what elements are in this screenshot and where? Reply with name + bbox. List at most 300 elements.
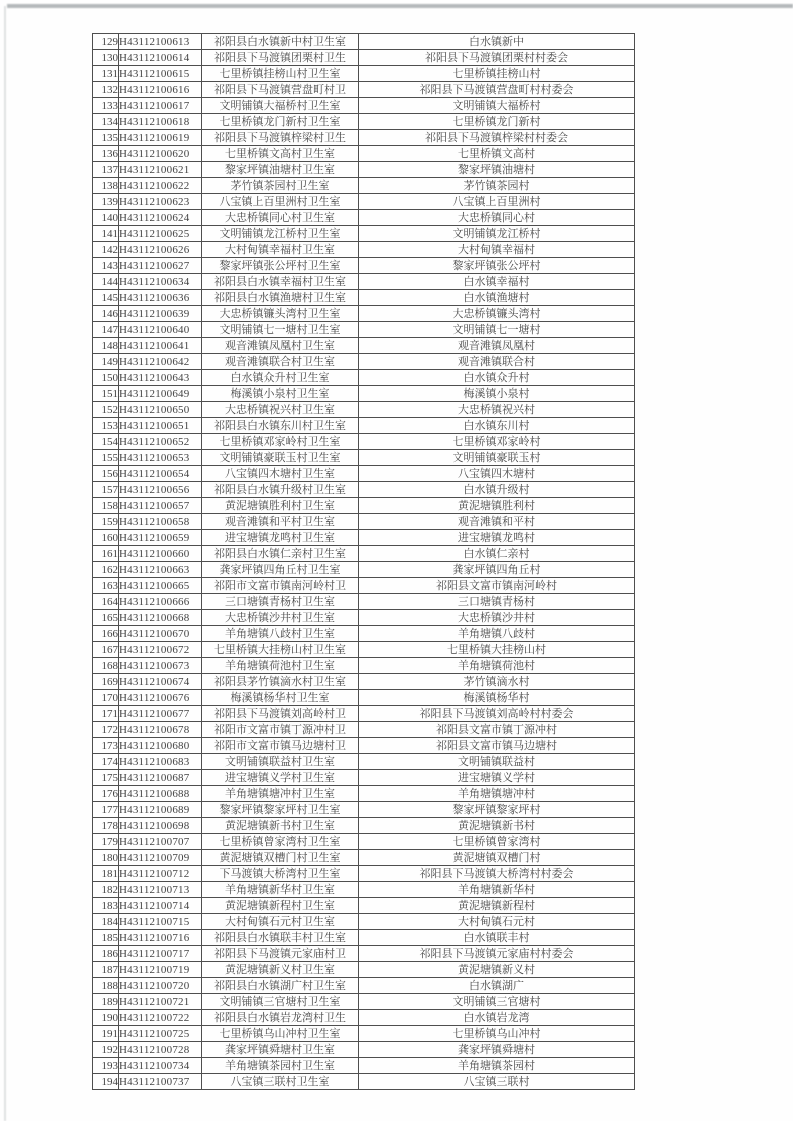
org-code-cell: H43112100641: [119, 338, 202, 354]
village-name-cell: 七里桥镇曾家湾村: [359, 834, 635, 850]
clinic-name-cell: 祁阳县白水镇仁亲村卫生室: [202, 546, 359, 562]
table-row: [93, 50, 635, 66]
row-number-cell: 133: [93, 98, 119, 114]
village-name-cell: 梅溪镇杨华村: [359, 690, 635, 706]
org-code-cell: H43112100676: [119, 690, 202, 706]
clinic-name-cell: 黄泥塘镇双槽门村卫生室: [202, 850, 359, 866]
village-name-cell: 白水镇联丰村: [359, 930, 635, 946]
clinic-name-cell: 七里桥镇挂榜山村卫生室: [202, 66, 359, 82]
org-code-cell: H43112100616: [119, 82, 202, 98]
org-code-cell: H43112100677: [119, 706, 202, 722]
org-code-cell: H43112100673: [119, 658, 202, 674]
clinic-name-cell: 祁阳县白水镇渔塘村卫生室: [202, 290, 359, 306]
org-code-cell: H43112100689: [119, 802, 202, 818]
table-row: [93, 1074, 635, 1090]
clinic-name-cell: 祁阳县白水镇新中村卫生室: [202, 34, 359, 50]
row-number-cell: 178: [93, 818, 119, 834]
village-name-cell: 羊角塘镇八歧村: [359, 626, 635, 642]
clinic-name-cell: 七里桥镇龙门新村卫生室: [202, 114, 359, 130]
clinic-name-cell: 八宝镇四木塘村卫生室: [202, 466, 359, 482]
clinic-name-cell: 祁阳县白水镇联丰村卫生室: [202, 930, 359, 946]
table-row: [93, 642, 635, 658]
table-row: [93, 850, 635, 866]
org-code-cell: H43112100666: [119, 594, 202, 610]
table-row: [93, 210, 635, 226]
row-number-cell: 168: [93, 658, 119, 674]
org-code-cell: H43112100626: [119, 242, 202, 258]
row-number-cell: 181: [93, 866, 119, 882]
org-code-cell: H43112100712: [119, 866, 202, 882]
row-number-cell: 129: [93, 34, 119, 50]
row-number-cell: 134: [93, 114, 119, 130]
row-number-cell: 147: [93, 322, 119, 338]
village-name-cell: 龚家坪镇舜塘村: [359, 1042, 635, 1058]
clinic-name-cell: 大忠桥镇镰头湾村卫生室: [202, 306, 359, 322]
row-number-cell: 156: [93, 466, 119, 482]
clinic-name-cell: 祁阳县茅竹镇滴水村卫生室: [202, 674, 359, 690]
row-number-cell: 162: [93, 562, 119, 578]
village-name-cell: 白水镇幸福村: [359, 274, 635, 290]
table-row: [93, 130, 635, 146]
table-row: [93, 242, 635, 258]
clinic-name-cell: 七里桥镇大挂榜山村卫生室: [202, 642, 359, 658]
village-name-cell: 黎家坪镇油塘村: [359, 162, 635, 178]
clinic-name-cell: 黎家坪镇黎家坪村卫生室: [202, 802, 359, 818]
clinic-name-cell: 文明铺镇三官塘村卫生室: [202, 994, 359, 1010]
table-row: [93, 178, 635, 194]
clinic-name-cell: 羊角塘镇新华村卫生室: [202, 882, 359, 898]
village-name-cell: 八宝镇四木塘村: [359, 466, 635, 482]
row-number-cell: 155: [93, 450, 119, 466]
table-row: [93, 418, 635, 434]
org-code-cell: H43112100618: [119, 114, 202, 130]
org-code-cell: H43112100653: [119, 450, 202, 466]
org-code-cell: H43112100656: [119, 482, 202, 498]
clinic-name-cell: 羊角塘镇塘冲村卫生室: [202, 786, 359, 802]
table-row: [93, 82, 635, 98]
village-name-cell: 进宝塘镇龙鸣村: [359, 530, 635, 546]
table-row: [93, 818, 635, 834]
table-row: [93, 1058, 635, 1074]
org-code-cell: H43112100649: [119, 386, 202, 402]
clinic-name-cell: 七里桥镇曾家湾村卫生室: [202, 834, 359, 850]
row-number-cell: 173: [93, 738, 119, 754]
village-name-cell: 白水镇仁亲村: [359, 546, 635, 562]
org-code-cell: H43112100707: [119, 834, 202, 850]
village-name-cell: 大忠桥镇同心村: [359, 210, 635, 226]
clinic-name-cell: 祁阳县白水镇岩龙湾村卫生: [202, 1010, 359, 1026]
clinic-name-cell: 观音滩镇凤凰村卫生室: [202, 338, 359, 354]
clinic-name-cell: 祁阳县下马渡镇元家庙村卫: [202, 946, 359, 962]
row-number-cell: 165: [93, 610, 119, 626]
table-row: [93, 386, 635, 402]
clinic-name-cell: 大忠桥镇沙井村卫生室: [202, 610, 359, 626]
table-row: [93, 434, 635, 450]
org-code-cell: H43112100617: [119, 98, 202, 114]
org-code-cell: H43112100636: [119, 290, 202, 306]
table-row: [93, 290, 635, 306]
clinic-name-cell: 祁阳县下马渡镇团栗村卫生: [202, 50, 359, 66]
table-row: [93, 370, 635, 386]
village-name-cell: 祁阳县下马渡镇元家庙村村委会: [359, 946, 635, 962]
table-row: [93, 690, 635, 706]
row-number-cell: 152: [93, 402, 119, 418]
village-name-cell: 祁阳县下马渡镇营盘町村村委会: [359, 82, 635, 98]
org-code-cell: H43112100728: [119, 1042, 202, 1058]
org-code-cell: H43112100621: [119, 162, 202, 178]
clinic-name-cell: 大忠桥镇祝兴村卫生室: [202, 402, 359, 418]
table-row: [93, 498, 635, 514]
org-code-cell: H43112100709: [119, 850, 202, 866]
org-code-cell: H43112100717: [119, 946, 202, 962]
village-name-cell: 祁阳县下马渡镇梓梁村村委会: [359, 130, 635, 146]
table-row: [93, 66, 635, 82]
village-name-cell: 黄泥塘镇新程村: [359, 898, 635, 914]
row-number-cell: 185: [93, 930, 119, 946]
org-code-cell: H43112100687: [119, 770, 202, 786]
clinic-name-cell: 祁阳县下马渡镇营盘町村卫: [202, 82, 359, 98]
village-name-cell: 羊角塘镇塘冲村: [359, 786, 635, 802]
org-code-cell: H43112100658: [119, 514, 202, 530]
org-code-cell: H43112100678: [119, 722, 202, 738]
row-number-cell: 166: [93, 626, 119, 642]
row-number-cell: 186: [93, 946, 119, 962]
table-row: [93, 466, 635, 482]
village-name-cell: 七里桥镇龙门新村: [359, 114, 635, 130]
clinic-name-cell: 七里桥镇邓家岭村卫生室: [202, 434, 359, 450]
org-code-cell: H43112100643: [119, 370, 202, 386]
village-name-cell: 七里桥镇乌山冲村: [359, 1026, 635, 1042]
village-name-cell: 大村甸镇幸福村: [359, 242, 635, 258]
health-clinic-table: [92, 33, 635, 1090]
table-row: [93, 562, 635, 578]
row-number-cell: 183: [93, 898, 119, 914]
village-name-cell: 黄泥塘镇新义村: [359, 962, 635, 978]
org-code-cell: H43112100613: [119, 34, 202, 50]
clinic-name-cell: 祁阳县下马渡镇刘高岭村卫: [202, 706, 359, 722]
village-name-cell: 文明铺镇三官塘村: [359, 994, 635, 1010]
table-row: [93, 546, 635, 562]
row-number-cell: 180: [93, 850, 119, 866]
village-name-cell: 祁阳县文富市镇马边塘村: [359, 738, 635, 754]
clinic-name-cell: 梅溪镇杨华村卫生室: [202, 690, 359, 706]
table-row: [93, 706, 635, 722]
village-name-cell: 三口塘镇青杨村: [359, 594, 635, 610]
clinic-name-cell: 三口塘镇青杨村卫生室: [202, 594, 359, 610]
table-row: [93, 914, 635, 930]
org-code-cell: H43112100650: [119, 402, 202, 418]
table-row: [93, 514, 635, 530]
village-name-cell: 观音滩镇和平村: [359, 514, 635, 530]
village-name-cell: 白水镇渔塘村: [359, 290, 635, 306]
row-number-cell: 194: [93, 1074, 119, 1090]
row-number-cell: 193: [93, 1058, 119, 1074]
village-name-cell: 祁阳县下马渡镇刘高岭村村委会: [359, 706, 635, 722]
org-code-cell: H43112100725: [119, 1026, 202, 1042]
table-row: [93, 738, 635, 754]
org-code-cell: H43112100660: [119, 546, 202, 562]
row-number-cell: 174: [93, 754, 119, 770]
clinic-name-cell: 黄泥塘镇新书村卫生室: [202, 818, 359, 834]
clinic-name-cell: 白水镇众升村卫生室: [202, 370, 359, 386]
table-row: [93, 1010, 635, 1026]
clinic-name-cell: 黄泥塘镇新义村卫生室: [202, 962, 359, 978]
village-name-cell: 八宝镇三联村: [359, 1074, 635, 1090]
scan-paper-edge-left: [4, 6, 6, 1121]
org-code-cell: H43112100651: [119, 418, 202, 434]
row-number-cell: 179: [93, 834, 119, 850]
village-name-cell: 大忠桥镇沙井村: [359, 610, 635, 626]
table-row: [93, 930, 635, 946]
village-name-cell: 观音滩镇凤凰村: [359, 338, 635, 354]
village-name-cell: 黄泥塘镇胜利村: [359, 498, 635, 514]
org-code-cell: H43112100721: [119, 994, 202, 1010]
clinic-name-cell: 羊角塘镇茶园村卫生室: [202, 1058, 359, 1074]
row-number-cell: 170: [93, 690, 119, 706]
table-row: [93, 306, 635, 322]
org-code-cell: H43112100625: [119, 226, 202, 242]
row-number-cell: 187: [93, 962, 119, 978]
clinic-name-cell: 大村甸镇石元村卫生室: [202, 914, 359, 930]
row-number-cell: 182: [93, 882, 119, 898]
clinic-name-cell: 祁阳县白水镇升级村卫生室: [202, 482, 359, 498]
clinic-name-cell: 龚家坪镇舜塘村卫生室: [202, 1042, 359, 1058]
clinic-name-cell: 黄泥塘镇新程村卫生室: [202, 898, 359, 914]
table-row: [93, 578, 635, 594]
village-name-cell: 七里桥镇挂榜山村: [359, 66, 635, 82]
org-code-cell: H43112100674: [119, 674, 202, 690]
table-row: [93, 162, 635, 178]
org-code-cell: H43112100698: [119, 818, 202, 834]
row-number-cell: 148: [93, 338, 119, 354]
clinic-name-cell: 文明铺镇七一塘村卫生室: [202, 322, 359, 338]
row-number-cell: 171: [93, 706, 119, 722]
row-number-cell: 146: [93, 306, 119, 322]
table-row: [93, 322, 635, 338]
table-row: [93, 98, 635, 114]
org-code-cell: H43112100719: [119, 962, 202, 978]
village-name-cell: 大忠桥镇祝兴村: [359, 402, 635, 418]
table-row: [93, 770, 635, 786]
village-name-cell: 白水镇湖广: [359, 978, 635, 994]
row-number-cell: 132: [93, 82, 119, 98]
table-row: [93, 866, 635, 882]
org-code-cell: H43112100663: [119, 562, 202, 578]
village-name-cell: 大忠桥镇镰头湾村: [359, 306, 635, 322]
clinic-name-cell: 祁阳市文富市镇丁源冲村卫: [202, 722, 359, 738]
clinic-name-cell: 梅溪镇小泉村卫生室: [202, 386, 359, 402]
org-code-cell: H43112100713: [119, 882, 202, 898]
table-row: [93, 1042, 635, 1058]
org-code-cell: H43112100683: [119, 754, 202, 770]
village-name-cell: 七里桥镇邓家岭村: [359, 434, 635, 450]
row-number-cell: 177: [93, 802, 119, 818]
village-name-cell: 文明铺镇七一塘村: [359, 322, 635, 338]
org-code-cell: H43112100716: [119, 930, 202, 946]
row-number-cell: 150: [93, 370, 119, 386]
row-number-cell: 157: [93, 482, 119, 498]
clinic-name-cell: 观音滩镇联合村卫生室: [202, 354, 359, 370]
row-number-cell: 135: [93, 130, 119, 146]
table-row: [93, 226, 635, 242]
org-code-cell: H43112100659: [119, 530, 202, 546]
village-name-cell: 文明铺镇龙江桥村: [359, 226, 635, 242]
clinic-name-cell: 七里桥镇文高村卫生室: [202, 146, 359, 162]
row-number-cell: 131: [93, 66, 119, 82]
table-row: [93, 194, 635, 210]
row-number-cell: 141: [93, 226, 119, 242]
clinic-name-cell: 祁阳市文富市镇南河岭村卫: [202, 578, 359, 594]
table-row: [93, 530, 635, 546]
clinic-name-cell: 进宝塘镇义学村卫生室: [202, 770, 359, 786]
org-code-cell: H43112100722: [119, 1010, 202, 1026]
village-name-cell: 祁阳县下马渡镇大桥湾村村委会: [359, 866, 635, 882]
org-code-cell: H43112100642: [119, 354, 202, 370]
village-name-cell: 文明铺镇联益村: [359, 754, 635, 770]
clinic-name-cell: 下马渡镇大桥湾村卫生室: [202, 866, 359, 882]
village-name-cell: 白水镇岩龙湾: [359, 1010, 635, 1026]
clinic-name-cell: 黎家坪镇张公坪村卫生室: [202, 258, 359, 274]
org-code-cell: H43112100620: [119, 146, 202, 162]
clinic-name-cell: 文明铺镇龙江桥村卫生室: [202, 226, 359, 242]
table-row: [93, 658, 635, 674]
org-code-cell: H43112100657: [119, 498, 202, 514]
row-number-cell: 144: [93, 274, 119, 290]
table-row: [93, 482, 635, 498]
table-row: [93, 994, 635, 1010]
village-name-cell: 白水镇东川村: [359, 418, 635, 434]
table-row: [93, 402, 635, 418]
row-number-cell: 145: [93, 290, 119, 306]
village-name-cell: 羊角塘镇茶园村: [359, 1058, 635, 1074]
row-number-cell: 149: [93, 354, 119, 370]
table-row: [93, 594, 635, 610]
row-number-cell: 158: [93, 498, 119, 514]
row-number-cell: 142: [93, 242, 119, 258]
row-number-cell: 189: [93, 994, 119, 1010]
row-number-cell: 154: [93, 434, 119, 450]
row-number-cell: 192: [93, 1042, 119, 1058]
village-name-cell: 龚家坪镇四角丘村: [359, 562, 635, 578]
org-code-cell: H43112100714: [119, 898, 202, 914]
org-code-cell: H43112100634: [119, 274, 202, 290]
village-name-cell: 白水镇众升村: [359, 370, 635, 386]
row-number-cell: 140: [93, 210, 119, 226]
clinic-name-cell: 黄泥塘镇胜利村卫生室: [202, 498, 359, 514]
org-code-cell: H43112100688: [119, 786, 202, 802]
village-name-cell: 七里桥镇文高村: [359, 146, 635, 162]
row-number-cell: 176: [93, 786, 119, 802]
table-row: [93, 626, 635, 642]
clinic-name-cell: 祁阳县白水镇东川村卫生室: [202, 418, 359, 434]
clinic-name-cell: 羊角塘镇荷池村卫生室: [202, 658, 359, 674]
village-name-cell: 进宝塘镇义学村: [359, 770, 635, 786]
org-code-cell: H43112100654: [119, 466, 202, 482]
org-code-cell: H43112100668: [119, 610, 202, 626]
org-code-cell: H43112100670: [119, 626, 202, 642]
org-code-cell: H43112100652: [119, 434, 202, 450]
clinic-name-cell: 茅竹镇茶园村卫生室: [202, 178, 359, 194]
row-number-cell: 163: [93, 578, 119, 594]
clinic-name-cell: 观音滩镇和平村卫生室: [202, 514, 359, 530]
table-row: [93, 834, 635, 850]
row-number-cell: 184: [93, 914, 119, 930]
village-name-cell: 茅竹镇滴水村: [359, 674, 635, 690]
table-row: [93, 802, 635, 818]
table-row: [93, 610, 635, 626]
clinic-name-cell: 黎家坪镇油塘村卫生室: [202, 162, 359, 178]
scan-paper-edge-top: [7, 4, 793, 8]
table-row: [93, 1026, 635, 1042]
table-row: [93, 146, 635, 162]
row-number-cell: 159: [93, 514, 119, 530]
org-code-cell: H43112100622: [119, 178, 202, 194]
village-name-cell: 羊角塘镇新华村: [359, 882, 635, 898]
village-name-cell: 黎家坪镇张公坪村: [359, 258, 635, 274]
clinic-name-cell: 七里桥镇乌山冲村卫生室: [202, 1026, 359, 1042]
row-number-cell: 188: [93, 978, 119, 994]
village-name-cell: 文明铺镇大福桥村: [359, 98, 635, 114]
row-number-cell: 190: [93, 1010, 119, 1026]
row-number-cell: 139: [93, 194, 119, 210]
village-name-cell: 黄泥塘镇新书村: [359, 818, 635, 834]
row-number-cell: 169: [93, 674, 119, 690]
row-number-cell: 160: [93, 530, 119, 546]
row-number-cell: 161: [93, 546, 119, 562]
table-row: [93, 274, 635, 290]
org-code-cell: H43112100734: [119, 1058, 202, 1074]
clinic-name-cell: 大村甸镇幸福村卫生室: [202, 242, 359, 258]
village-name-cell: 白水镇升级村: [359, 482, 635, 498]
table-row: [93, 786, 635, 802]
row-number-cell: 151: [93, 386, 119, 402]
org-code-cell: H43112100672: [119, 642, 202, 658]
village-name-cell: 白水镇新中: [359, 34, 635, 50]
table-row: [93, 450, 635, 466]
clinic-name-cell: 八宝镇上百里洲村卫生室: [202, 194, 359, 210]
clinic-name-cell: 龚家坪镇四角丘村卫生室: [202, 562, 359, 578]
table-row: [93, 754, 635, 770]
table-row: [93, 114, 635, 130]
village-name-cell: 羊角塘镇荷池村: [359, 658, 635, 674]
row-number-cell: 172: [93, 722, 119, 738]
table-row: [93, 898, 635, 914]
org-code-cell: H43112100623: [119, 194, 202, 210]
clinic-name-cell: 祁阳县白水镇幸福村卫生室: [202, 274, 359, 290]
row-number-cell: 191: [93, 1026, 119, 1042]
row-number-cell: 138: [93, 178, 119, 194]
village-name-cell: 七里桥镇大挂榜山村: [359, 642, 635, 658]
org-code-cell: H43112100640: [119, 322, 202, 338]
village-name-cell: 文明铺镇豪联玉村: [359, 450, 635, 466]
org-code-cell: H43112100639: [119, 306, 202, 322]
village-name-cell: 祁阳县下马渡镇团栗村村委会: [359, 50, 635, 66]
table-row: [93, 34, 635, 50]
table-row: [93, 674, 635, 690]
org-code-cell: H43112100615: [119, 66, 202, 82]
row-number-cell: 137: [93, 162, 119, 178]
clinic-name-cell: 祁阳县白水镇湖广村卫生室: [202, 978, 359, 994]
table-row: [93, 946, 635, 962]
clinic-name-cell: 大忠桥镇同心村卫生室: [202, 210, 359, 226]
row-number-cell: 143: [93, 258, 119, 274]
row-number-cell: 130: [93, 50, 119, 66]
clinic-name-cell: 羊角塘镇八歧村卫生室: [202, 626, 359, 642]
org-code-cell: H43112100624: [119, 210, 202, 226]
clinic-name-cell: 文明铺镇大福桥村卫生室: [202, 98, 359, 114]
table-row: [93, 978, 635, 994]
row-number-cell: 136: [93, 146, 119, 162]
